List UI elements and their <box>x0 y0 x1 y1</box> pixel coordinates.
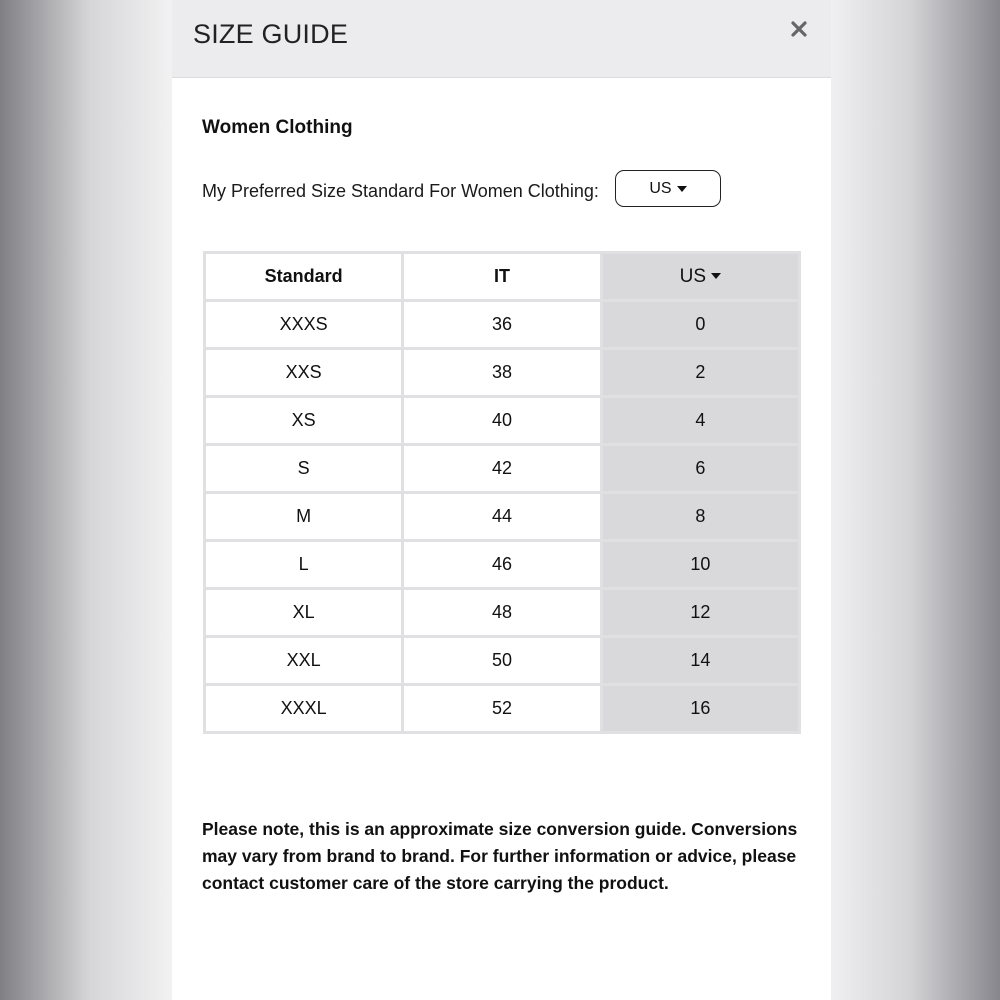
cell-us: 14 <box>601 637 799 685</box>
cell-it: 44 <box>403 493 601 541</box>
preferred-size-select[interactable] <box>615 170 721 207</box>
modal-header <box>172 0 831 78</box>
cell-standard: XXL <box>205 637 403 685</box>
cell-us: 8 <box>601 493 799 541</box>
cell-standard: L <box>205 541 403 589</box>
cell-standard: XXXS <box>205 301 403 349</box>
size-conversion-table <box>203 251 801 734</box>
cell-us: 12 <box>601 589 799 637</box>
cell-it: 36 <box>403 301 601 349</box>
cell-standard: XXS <box>205 349 403 397</box>
preferred-size-value: US <box>649 179 672 197</box>
cell-us: 10 <box>601 541 799 589</box>
cell-us: 16 <box>601 685 799 733</box>
cell-it: 40 <box>403 397 601 445</box>
table-body <box>205 301 800 733</box>
caret-down-icon <box>711 273 721 279</box>
size-guide-modal <box>172 0 831 1000</box>
table-row <box>205 349 800 397</box>
cell-it: 48 <box>403 589 601 637</box>
table-row <box>205 493 800 541</box>
table-row <box>205 685 800 733</box>
cell-it: 42 <box>403 445 601 493</box>
close-button[interactable] <box>784 14 814 44</box>
cell-standard: M <box>205 493 403 541</box>
cell-us: 2 <box>601 349 799 397</box>
table-row <box>205 541 800 589</box>
header-us-label: US <box>679 265 707 287</box>
table-row <box>205 445 800 493</box>
table-row <box>205 397 800 445</box>
cell-us: 6 <box>601 445 799 493</box>
modal-title: SIZE GUIDE <box>193 19 349 49</box>
header-standard: Standard <box>205 253 403 301</box>
cell-it: 46 <box>403 541 601 589</box>
close-icon <box>784 14 814 44</box>
cell-it: 50 <box>403 637 601 685</box>
cell-it: 38 <box>403 349 601 397</box>
header-it: IT <box>403 253 601 301</box>
cell-standard: S <box>205 445 403 493</box>
cell-it: 52 <box>403 685 601 733</box>
cell-standard: XL <box>205 589 403 637</box>
table-row <box>205 301 800 349</box>
cell-standard: XXXL <box>205 685 403 733</box>
section-title: Women Clothing <box>202 117 353 138</box>
header-us-dropdown[interactable] <box>601 253 799 301</box>
table-header-row <box>205 253 800 301</box>
caret-down-icon <box>677 186 687 192</box>
cell-standard: XS <box>205 397 403 445</box>
preferred-size-label: My Preferred Size Standard For Women Clothing: <box>202 181 599 201</box>
disclaimer-note: Please note, this is an approximate size conversion guide. Conversions may vary from brand to brand. For further information or advice, please contact customer care of the store carrying the product. <box>202 819 798 893</box>
table-row <box>205 637 800 685</box>
table-row <box>205 589 800 637</box>
cell-us: 0 <box>601 301 799 349</box>
cell-us: 4 <box>601 397 799 445</box>
